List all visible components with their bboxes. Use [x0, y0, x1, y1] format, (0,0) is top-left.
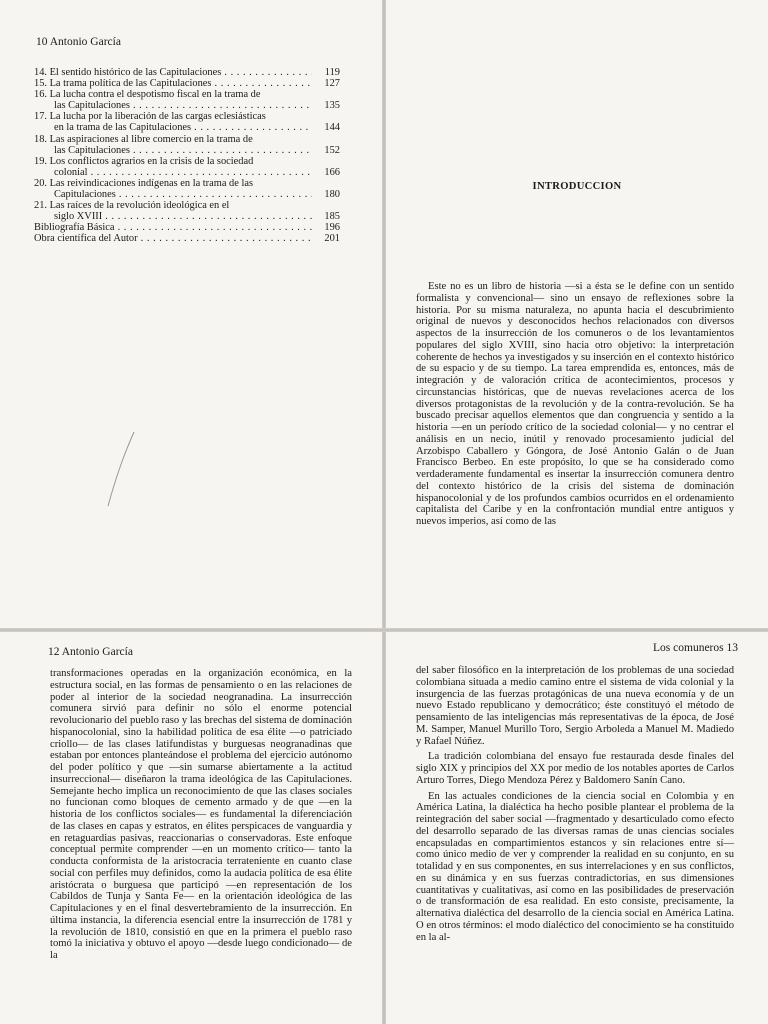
toc-entry: [34, 233, 340, 244]
chapter-title: INTRODUCCION: [532, 181, 622, 192]
toc-entry-line: 18. Las aspiraciones al libre comercio en la trama de: [34, 133, 253, 145]
toc-entry: [34, 222, 340, 233]
page-12: [0, 632, 382, 1024]
toc-page-number: 119: [324, 67, 340, 78]
toc-entry: [34, 211, 340, 222]
toc-entry-line: 19. Los conflictos agrarios en la crisis de la sociedad: [34, 155, 254, 167]
running-head: 12 Antonio García: [48, 646, 133, 658]
toc-page-number: 180: [324, 189, 340, 201]
toc-page-number: 135: [324, 100, 340, 112]
toc-page-number: 144: [324, 122, 340, 134]
toc-page-number: 196: [324, 222, 340, 234]
paragraph: En las actuales condiciones de la ciencia social en Colombia y en América Latina, la dialéctica ha hecho posible plantear el problema de la reintegración del saber social —fragmentado y desarticulado como efecto del desarrollo separado de las diversas ramas de unas ciencias sociales encapsuladas en compartimientos estancos y sin relaciones entre sí— como único medio de ver y comprender la realidad en su conjunto, en su totalidad y en sus componentes, en sus interrelaciones y en sus conflictos, en su dinámica y en sus fuerzas contradictorias, en sus dimensiones cuantitativas y cualitativas, así como en las posibilidades de preservación o de transformación de esa realidad. En esto consiste, precisamente, la alternativa dialéctica del desarrollo de la ciencia social en América Latina. O en otros términos: el modo dialéctico del conocimiento se ha constituido en la al-: [416, 790, 734, 943]
toc-entry-title: en la trama de las Capitulaciones . . .: [34, 122, 312, 133]
toc-entry-title: colonial . . .: [34, 167, 312, 178]
toc-entry-line: 21. Las raíces de la revolución ideológica en el: [34, 200, 230, 212]
toc-entry: [34, 167, 340, 178]
paragraph: Este no es un libro de historia —si a ésta se le define con un sentido formalista y convencional— sino un ensayo de reflexiones sobre la historia. Por su misma naturaleza, no apunta hacia el descubrimiento original de nuevos y desconocidos hechos relacionados con diversos aspectos de la insurrección de los comuneros o de los levantamientos populares del siglo XVIII, sino hacia otro objetivo: la interpretación coherente de hechos ya investigados y su inserción en el contexto histórico de su espacio y de su tiempo. La tarea emprendida es, entonces, más de integración y de valoración crítica de acontecimientos, procesos y circunstancias históricas, que de nuevas revelaciones acerca de los diversos protagonistas de la revolución y de la contra-revolución. Se ha buscado precisar aquellos elementos que dan congruencia y sentido a la historia —en un período crítico de la sociedad colonial— y no centrar el análisis en un necio, inútil y renovado procesamiento judicial del Arzobispo Caballero y Góngora, de José Antonio Galán o de Juan Francisco Berbeo. En este propósito, lo que se ha considerado como verdaderamente fundamental es insertar la insurrección comunera dentro del contexto histórico de la crisis del sistema de dominación hispanocolonial y de los profundos cambios ocurridos en el ordenamiento capitalista del Caribe y en la confrontación mundial entre antiguos y nuevos imperios, así como de las: [416, 281, 734, 527]
body-text: [416, 665, 734, 947]
toc-entry: [34, 100, 340, 111]
toc-page-number: 127: [324, 78, 340, 90]
toc-entry: [34, 189, 340, 200]
toc-entry-title: 14. El sentido histórico de las Capitulaciones . . .: [34, 67, 312, 78]
body-text: [416, 281, 734, 532]
page-13: [386, 632, 768, 1024]
toc-entry-title: las Capitulaciones . . .: [34, 145, 312, 156]
toc-entry: [34, 122, 340, 133]
toc-entry-line: 16. La lucha contra el despotismo fiscal en la trama de: [34, 89, 261, 101]
toc-entry-title: Capitulaciones . . .: [34, 189, 312, 200]
toc-entry-title: siglo XVIII . . .: [34, 211, 312, 222]
running-head: 10 Antonio García: [36, 36, 121, 48]
paragraph: transformaciones operadas en la organización económica, en la estructura social, en las formas de pensamiento o en las relaciones de poder al interior de la sociedad neogranadina. La insurrección comunera sirvió para definir no sólo el enorme potencial revolucionario del pueblo raso y las brechas del sistema de dominación hispanocolonial, sino la habilidad política de esa élite —o patriciado criollo— de las clases latifundistas y burguesas neogranadinas que estaban por entonces planteándose el problema del ejercicio autónomo del poder político y que —sin sumarse abiertamente a la actitud insurreccional— diseñaron la trama ideológica de las Capitulaciones. Semejante hecho implica un reconocimiento de que las clases sociales no funcionan como bloques de cemento armado y de que —en la historia de los conflictos sociales— es fundamental la diferenciación de las clases en capas y estratos, en élites perspicaces de vanguardia y en retaguardias pasivas, reaccionarias o conservadoras. Este enfoque conceptual permite comprender —en un momento crítico— tanto la conducta conformista de la aristocracia terrateniente en cuanto clase social con perfiles muy definidos, como la audacia política de esa élite aristócrata o burguesa que participó —en representación de los Cabildos de Tunja y Santa Fe— en la orientación ideológica de las Capitulaciones y en el final desvertebramiento de la insurrección. En última instancia, la diferencia esencial entre la insurrección de 1781 y la revolución de 1810, consistió en que en la primera el pueblo raso tomó la iniciativa y obtuvo el apoyo —desde luego condicionado— de la: [50, 668, 352, 961]
page-gutter: [382, 0, 386, 1024]
page-divider: [0, 628, 768, 632]
page-11: [386, 0, 768, 628]
page-10: [0, 0, 382, 628]
toc-entry-title: Obra científica del Autor . . .: [34, 233, 312, 244]
toc-page-number: 185: [324, 211, 340, 223]
toc-page-number: 201: [324, 233, 340, 245]
toc-entry-line: 17. La lucha por la liberación de las cargas eclesiásticas: [34, 111, 266, 123]
toc-entry: [34, 145, 340, 156]
toc-page-number: 166: [324, 166, 340, 178]
paragraph: La tradición colombiana del ensayo fue restaurada desde finales del siglo XIX y principios del XX por medio de los notables aportes de Carlos Arturo Torres, Diego Mendoza Pérez y Baldomero Sanín Cano.: [416, 751, 734, 786]
toc-page-number: 152: [324, 144, 340, 156]
toc-entry-line: 20. Las reivindicaciones indígenas en la trama de las: [34, 177, 253, 189]
table-of-contents: [34, 67, 340, 245]
toc-entry-title: 15. La trama política de las Capitulaciones . . .: [34, 78, 312, 89]
toc-entry-title: las Capitulaciones . . .: [34, 100, 312, 111]
paragraph: del saber filosófico en la interpretación de los problemas de una sociedad colombiana situada a medio camino entre el sistema de vida colonial y la insurgencia de las fuerzas protagónicas de una nueva economía y de un nuevo Estado republicano y democrático; éste constituyó el método de pensamiento de las inteligencias más representativas de la época, de José M. Samper, Manuel Murillo Toro, Sergio Arboleda a Manuel M. Madiedo y Rafael Núñez.: [416, 665, 734, 747]
pencil-mark: [104, 430, 144, 510]
toc-entry: [34, 78, 340, 89]
body-text: [50, 668, 352, 966]
toc-entry-title: Bibliografía Básica . . .: [34, 222, 312, 233]
running-head: Los comuneros 13: [653, 642, 738, 654]
toc-entry: [34, 67, 340, 78]
